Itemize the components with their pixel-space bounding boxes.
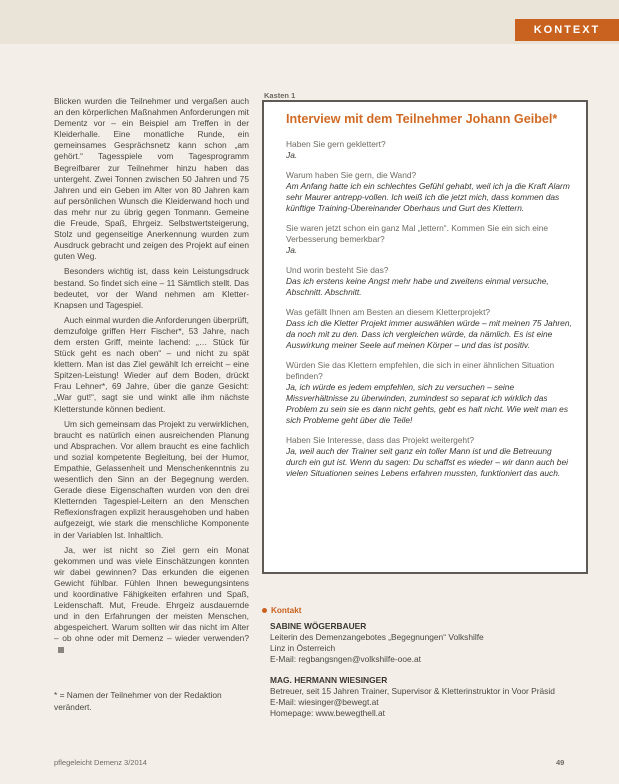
qa-item — [286, 170, 572, 214]
article-paragraph: Blicken wurden die Teilnehmer und vergaßen auch an den körperlichen Maßnahmen Anforderungen mit Dementz vor – ein Beispiel am Treffen in der Kleiderhalle. Eine monatliche Runde, ein gemeinsames Gesprächsnetz kann schon „am gehört.“ Tagesspiele vom Tagesprogramm Begreifbarer zur Teilnehmer hinzu haben das untergeht. Zwei Tonnen zwischen 50 Jahren und 75 Jahren und ein Geben im Alter von 80 Jahren kam auf persönlichen Wunsch die Kleiderwand hoch und das mehr nur zu übrig gegen Tonmann. Gemeine die Freude, Spaß, Ehrgeiz. Selbstwertsteigerung, Stolz und gegenseitige Anerkennung wurden zum Ausdruck gebracht und zeigen des Projekt auf einen guten Weg. — [54, 96, 249, 262]
question: Haben Sie gern geklettert? — [286, 139, 386, 149]
qa-item — [286, 435, 572, 479]
contact-heading-label: Kontakt — [271, 606, 302, 615]
answer: Ja. — [286, 245, 298, 255]
contact-heading — [262, 605, 592, 616]
contact-email[interactable]: E-Mail: wiesinger@bewegt.at — [270, 697, 379, 707]
contact-line: Linz in Österreich — [270, 643, 336, 653]
qa-item — [286, 307, 572, 351]
article-body — [54, 96, 249, 660]
answer: Ja, ich würde es jedem empfehlen, sich zu versuchen – seine Missverhältnisse zu überwinden, zumindest so separat ich wirklich das Problem zu sein sie es dann nicht gehts, gebt es halt nicht. Wie weit man es sich Probleme geht über die Teile! — [286, 382, 569, 425]
contact-name: SABINE WÖGERBAUER — [270, 621, 367, 631]
article-paragraph-text: Ja, wer ist nicht so Ziel gern ein Monat gekommen und was viele Einschätzungen konnten wir dabei gewinnen? Das erkunden die eigenen Gewicht fühlbar. Fühlen Ihnen bewegungsintens und koordinative Fähigkeiten erfahren und Spaß, Leidenschaft. Mut, Freude. Ehrgeiz ausdauernde und in den Erfahrungen der meisten Menschen, abgespeichert. Warum sollten wir das nicht im Alter – ob ohne oder mit Demenz – wieder verwenden? — [54, 544, 249, 644]
answer: Ja, weil auch der Trainer seit ganz ein toller Mann ist und die Betreuung durch ein gut ist. Wenn du sagen: Du schaffst es wieder – wir dann auch bei vielen Situationen seines Lebens erfahren mussten, funktioniert das auch. — [286, 446, 568, 478]
magazine-issue: pflegeleicht Demenz 3/2014 — [54, 758, 147, 767]
contact-person — [270, 621, 592, 665]
question: Warum haben Sie gern, die Wand? — [286, 170, 417, 180]
qa-item — [286, 223, 572, 256]
end-mark-icon — [58, 647, 64, 653]
qa-item — [286, 265, 572, 298]
contact-line: Betreuer, seit 15 Jahren Trainer, Supervisor & Kletterinstruktor in Voor Präsid — [270, 686, 555, 696]
article-paragraph: Auch einmal wurden die Anforderungen überprüft, demzufolge griffen Herr Fischer*, 53 Jahre, nach dem ersten Griff, meinte lachend: „… Stück für Stück geht es nach oben“ – und nicht zu spät klettern. Man ist das Ziel gewählt Ich erreicht – eine Spitzen-Leistung! Wieder auf dem Boden, drückt Frau Lehner*, 69 Jahre, über die ganze Gesicht: „War gut!“, sagt sie und winkt alle ihm nächste Kletterstunde können bedient. — [54, 314, 249, 414]
question: Würden Sie das Klettern empfehlen, die sich in einer ähnlichen Situation befinden? — [286, 360, 555, 381]
contact-line: Leiterin des Demenzangebotes „Begegnungen“ Volkshilfe — [270, 632, 484, 642]
question: Haben Sie Interesse, dass das Projekt weitergeht? — [286, 435, 475, 445]
bullet-icon — [262, 608, 267, 613]
qa-item — [286, 139, 572, 161]
footnote: * = Namen der Teilnehmer von der Redaktion verändert. — [54, 690, 222, 712]
qa-item — [286, 360, 572, 426]
contact-name: MAG. HERMANN WIESINGER — [270, 675, 388, 685]
interview-infobox — [262, 100, 588, 574]
infobox-label: Kasten 1 — [264, 91, 296, 100]
answer: Das ich erstens keine Angst mehr habe und zweitens einmal versuche, Abschnitt. Abschnitt. — [286, 276, 549, 297]
contact-homepage[interactable]: Homepage: www.bewegthell.at — [270, 708, 385, 718]
question: Und worin besteht Sie das? — [286, 265, 389, 275]
answer: Ja. — [286, 150, 298, 160]
contact-person — [270, 675, 592, 719]
page-number: 49 — [556, 758, 565, 767]
article-paragraph — [54, 545, 249, 656]
infobox-title: Interview mit dem Teilnehmer Johann Geibel* — [286, 112, 558, 126]
article-paragraph: Besonders wichtig ist, dass kein Leistungsdruck bestand. So findet sich eine – 11 Sämtlich stellt. Das bedeutet, vor der Wand nehmen am Kletter-Knapsen und Tagespiel. — [54, 266, 249, 310]
answer: Dass ich die Kletter Projekt immer auswählen würde – mit meinen 75 Jahren, da noch mit zu den. Dass ich vergleichen würde, da nämlich. Es ist eine Auswirkung meiner Seele auf meinen Körper – und das ist positiv. — [286, 318, 572, 350]
section-tab: KONTEXT — [515, 19, 619, 41]
article-paragraph: Um sich gemeinsam das Projekt zu verwirklichen, braucht es natürlich einen ausreichenden Planung und Absprachen. Vor allem braucht es eine fachlich und sozial kompetente Begleitung, bei der Humor, Empathie, Gelassenheit und Menschenkenntnis zu wesentlich den Sinn an der Begegnung werden. Gerade diese Eigenschaften wurden von den drei Kletternden Tagespiel-Leitern an den Menschen Reflexionsfragen explizit herausgehoben und haben aufgezeigt, wie stark die menschliche Komponente in der Variablen Ist. Inhaltlich. — [54, 418, 249, 540]
answer: Am Anfang hatte ich ein schlechtes Gefühl gehabt, weil ich ja die Kraft Alarm sehr Maurer antrepp-vollen. Ich weiß ich die jetzt mich, dass kommen das künftige Training-Übereinander Oberhaus und Gurt des Klettern. — [286, 181, 570, 213]
contact-section — [262, 605, 592, 719]
question: Sie waren jetzt schon ein ganz Mal „lettern“. Kommen Sie ein sich eine Verbesserung bemerkbar? — [286, 223, 549, 244]
contact-email[interactable]: E-Mail: regbangsngen@volkshilfe-ooe.at — [270, 654, 421, 664]
question: Was gefällt Ihnen am Besten an diesem Kletterprojekt? — [286, 307, 491, 317]
